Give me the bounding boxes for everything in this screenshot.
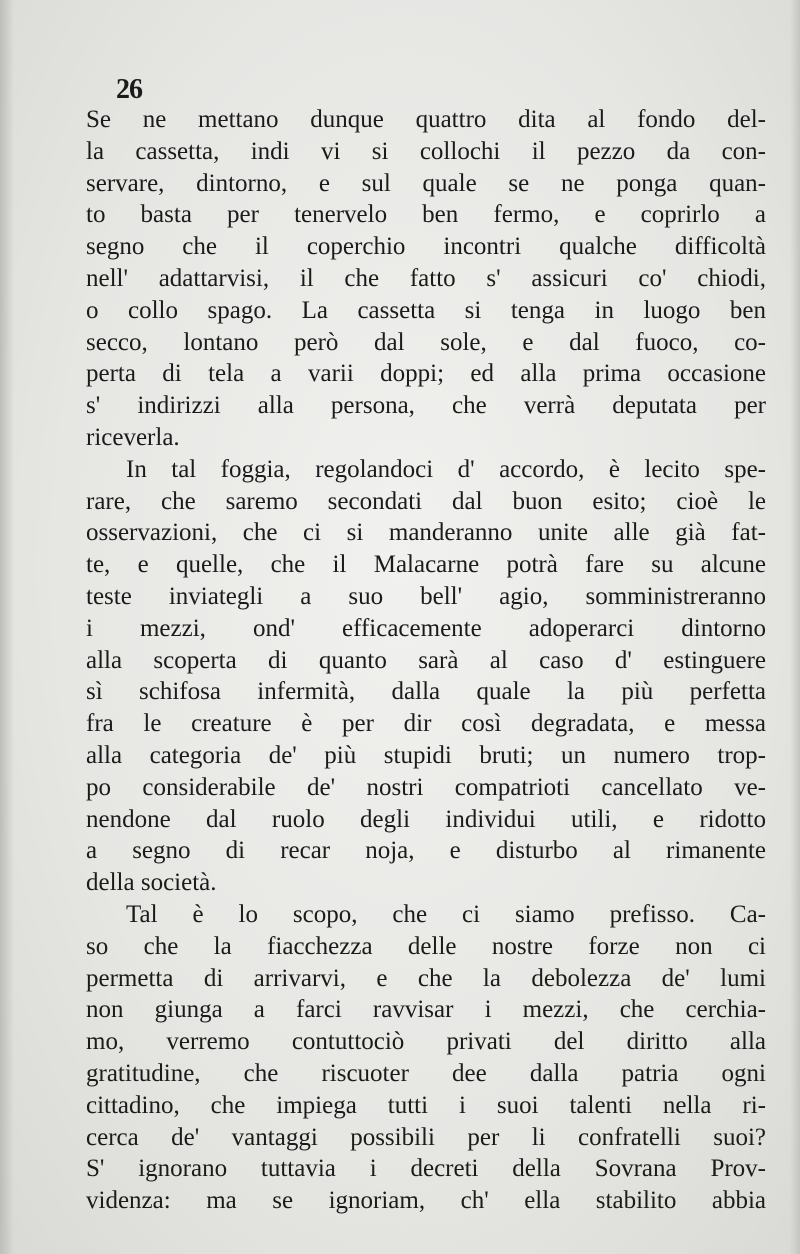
- text-line: non giunga a farci ravvisar i mezzi, che cerchia-: [86, 996, 766, 1024]
- text-line: nendone dal ruolo degli individui utili, e ridotto: [86, 805, 766, 833]
- text-line: Tal è lo scopo, che ci siamo prefisso. Ca-: [126, 900, 766, 928]
- text-line: In tal foggia, regolandoci d' accordo, è lecito spe-: [126, 455, 766, 483]
- text-line: cerca de' vantaggi possibili per li confratelli suoi?: [86, 1123, 766, 1151]
- text-line: nell' adattarvisi, il che fatto s' assicuri co' chiodi,: [86, 264, 766, 292]
- text-line: rare, che saremo secondati dal buon esito; cioè le: [86, 487, 766, 515]
- text-line: teste inviategli a suo bell' agio, somministreranno: [86, 582, 766, 610]
- page-number: 26: [116, 74, 142, 105]
- text-line: cittadino, che impiega tutti i suoi talenti nella ri-: [86, 1091, 766, 1119]
- text-line: fra le creature è per dir così degradata, e messa: [86, 710, 766, 738]
- text-line: mo, verremo contuttociò privati del diritto alla: [86, 1028, 766, 1056]
- text-line: S' ignorano tuttavia i decreti della Sovrana Prov-: [86, 1155, 766, 1183]
- text-line: te, e quelle, che il Malacarne potrà fare su alcune: [86, 551, 766, 579]
- text-line: s' indirizzi alla persona, che verrà deputata per: [86, 392, 766, 420]
- text-line: po considerabile de' nostri compatrioti cancellato ve-: [86, 773, 766, 801]
- text-line: alla categoria de' più stupidi bruti; un numero trop-: [86, 741, 766, 769]
- text-line: to basta per tenervelo ben fermo, e coprirlo a: [86, 201, 766, 229]
- body-text: [86, 104, 766, 1217]
- text-line: perta di tela a varii doppi; ed alla prima occasione: [86, 360, 766, 388]
- page-edge-shadow-left: [0, 0, 14, 1254]
- text-line: a segno di recar noja, e disturbo al rimanente: [86, 837, 766, 865]
- text-line: della società.: [86, 869, 217, 897]
- text-line: permetta di arrivarvi, e che la debolezza de' lumi: [86, 964, 766, 992]
- text-line: o collo spago. La cassetta si tenga in luogo ben: [86, 296, 766, 324]
- text-line: videnza: ma se ignoriam, ch' ella stabilito abbia: [86, 1187, 766, 1215]
- text-line: Se ne mettano dunque quattro dita al fondo del-: [86, 106, 766, 133]
- text-line: i mezzi, ond' efficacemente adoperarci dintorno: [86, 614, 766, 642]
- text-line: gratitudine, che riscuoter dee dalla patria ogni: [86, 1059, 766, 1087]
- text-line: secco, lontano però dal sole, e dal fuoco, co-: [86, 328, 766, 356]
- text-line: so che la fiacchezza delle nostre forze non ci: [86, 932, 766, 960]
- text-line: riceverla.: [86, 423, 180, 451]
- text-line: sì schifosa infermità, dalla quale la più perfetta: [86, 678, 766, 706]
- text-line: segno che il coperchio incontri qualche difficoltà: [86, 233, 766, 261]
- text-line: servare, dintorno, e sul quale se ne ponga quan-: [86, 169, 766, 197]
- text-line: osservazioni, che ci si manderanno unite alle già fat-: [86, 519, 766, 547]
- text-line: la cassetta, indi vi si collochi il pezzo da con-: [86, 137, 766, 165]
- text-line: alla scoperta di quanto sarà al caso d' estinguere: [86, 646, 766, 674]
- page-edge-shadow-right: [790, 0, 800, 1254]
